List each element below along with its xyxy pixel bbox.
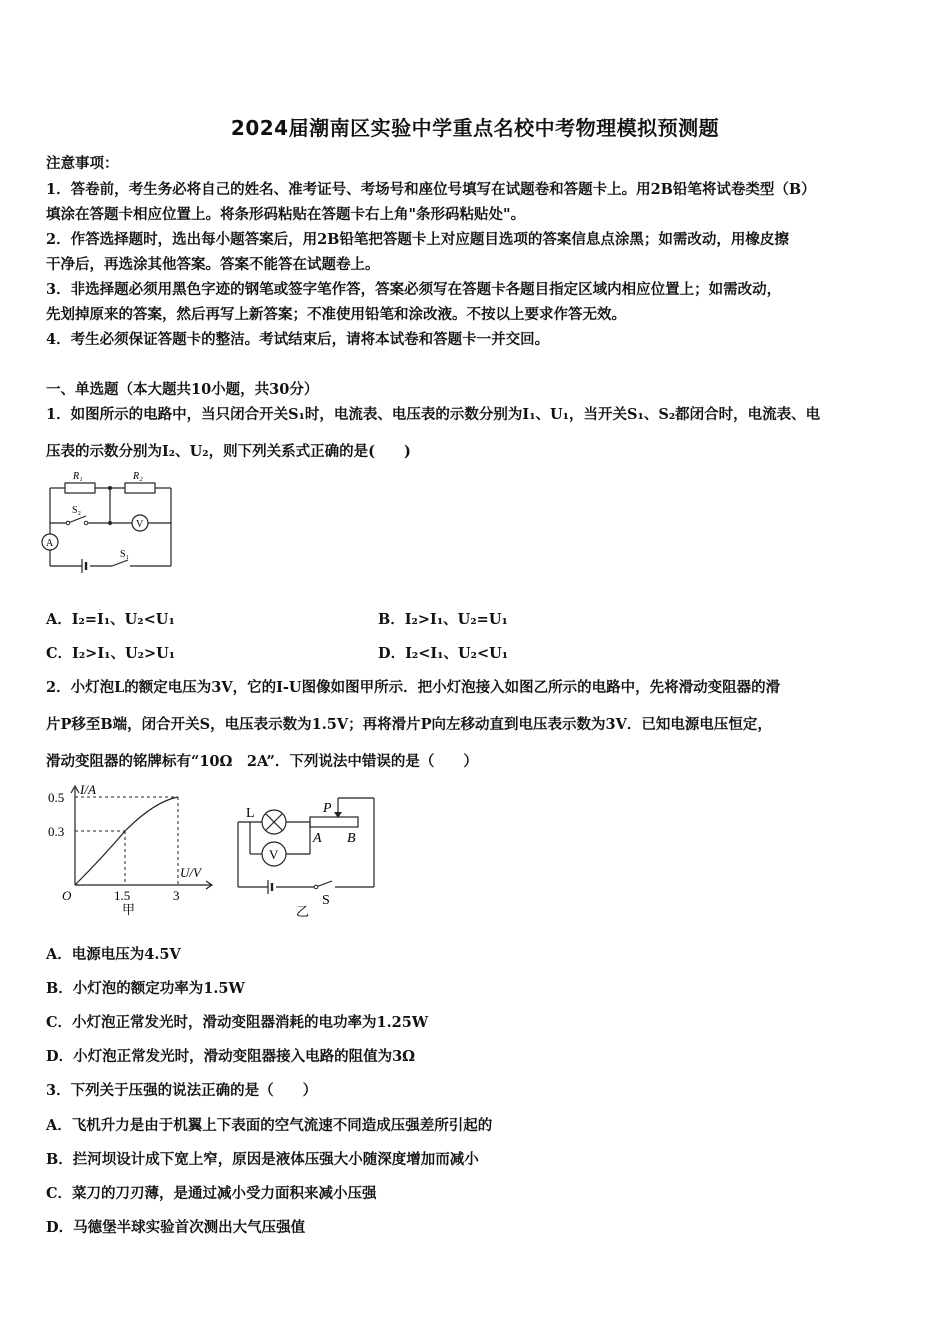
q2-iu-graph (40, 782, 220, 917)
q3-option-b[interactable]: B．拦河坝设计成下宽上窄，原因是液体压强大小随深度增加而减小 (46, 1151, 479, 1168)
q1-stem-line1: 1．如图所示的电路中，当只闭合开关S₁时，电流表、电压表的示数分别为I₁、U₁，当开关S₁、S₂都闭合时，电流表、电 (46, 406, 821, 423)
graph-xtick: 1.5 (114, 888, 131, 903)
q2-option-a[interactable]: A．电源电压为4.5V (46, 946, 181, 963)
slider-label: P (323, 801, 332, 816)
s1-label: S₁ (120, 549, 130, 560)
q2-option-b[interactable]: B．小灯泡的额定功率为1.5W (46, 980, 245, 997)
notice-heading: 注意事项： (46, 156, 119, 172)
notice-line: 3．非选择题必须用黑色字迹的钢笔或签字笔作答，答案必须写在答题卡各题目指定区域内相应位置上；如需改动， (46, 281, 782, 298)
circuit-caption: 乙 (296, 904, 310, 919)
q1-option-a[interactable]: A．I₂=I₁、U₂<U₁ (46, 611, 175, 628)
notice-line: 干净后，再选涂其他答案。答案不能答在试题卷上。 (46, 256, 380, 273)
graph-xtick: 3 (173, 888, 180, 903)
r2-label: R₂ (133, 471, 143, 482)
q2-stem-line3: 滑动变阻器的铭牌标有“10Ω 2A”．下列说法中错误的是（ ） (46, 753, 478, 770)
q1-circuit-diagram (40, 466, 180, 576)
q1-stem-line2: 压表的示数分别为I₂、U₂，则下列关系式正确的是( ) (46, 443, 411, 460)
voltmeter-label: V (269, 847, 279, 862)
notice-line: 4．考生必须保证答题卡的整洁。考试结束后，请将本试卷和答题卡一并交回。 (46, 331, 550, 348)
graph-xlabel: U/V (180, 865, 201, 880)
voltmeter-label: V (136, 519, 144, 530)
ammeter-label: A (46, 538, 54, 549)
q2-option-d[interactable]: D．小灯泡正常发光时，滑动变阻器接入电路的阻值为3Ω (46, 1048, 416, 1065)
lamp-label: L (246, 806, 255, 821)
q3-option-a[interactable]: A．飞机升力是由于机翼上下表面的空气流速不同造成压强差所引起的 (46, 1117, 493, 1134)
r1-label: R₁ (73, 471, 83, 482)
notice-line: 2．作答选择题时，选出每小题答案后，用2B铅笔把答题卡上对应题目选项的答案信息点涂黑；如需改动，用橡皮擦 (46, 231, 789, 248)
graph-ytick: 0.5 (48, 790, 65, 805)
notice-line: 先划掉原来的答案，然后再写上新答案；不准使用铅笔和涂改液。不按以上要求作答无效。 (46, 306, 626, 323)
q2-option-c[interactable]: C．小灯泡正常发光时，滑动变阻器消耗的电功率为1.25W (46, 1014, 429, 1031)
q3-option-c[interactable]: C．菜刀的刀刃薄，是通过减小受力面积来减小压强 (46, 1185, 377, 1202)
q1-option-d[interactable]: D．I₂<I₁、U₂<U₁ (378, 645, 509, 662)
terminal-b-label: B (347, 831, 356, 846)
section-heading: 一、单选题（本大题共10小题，共30分） (46, 381, 319, 398)
q1-option-b[interactable]: B．I₂>I₁、U₂=U₁ (378, 611, 508, 628)
q3-stem: 3．下列关于压强的说法正确的是（ ） (46, 1082, 318, 1099)
notice-line: 1．答卷前，考生务必将自己的姓名、准考证号、考场号和座位号填写在试题卷和答题卡上。用2B铅笔将试卷类型（B） (46, 181, 816, 198)
q2-stem-line1: 2．小灯泡L的额定电压为3V，它的I-U图像如图甲所示．把小灯泡接入如图乙所示的电路中，先将滑动变阻器的滑 (46, 679, 781, 696)
q1-option-c[interactable]: C．I₂>I₁、U₂>U₁ (46, 645, 176, 662)
q3-option-d[interactable]: D．马德堡半球实验首次测出大气压强值 (46, 1219, 306, 1236)
graph-ylabel: I/A (80, 782, 96, 797)
graph-caption: 甲 (122, 902, 136, 917)
q2-stem-line2: 片P移至B端，闭合开关S，电压表示数为1.5V；再将滑片P向左移动直到电压表示数为3V．已知电源电压恒定， (46, 716, 772, 733)
graph-ytick: 0.3 (48, 824, 65, 839)
graph-origin: O (62, 888, 72, 903)
s2-label: S₂ (72, 505, 82, 516)
notice-line: 填涂在答题卡相应位置上。将条形码粘贴在答题卡右上角"条形码粘贴处"。 (46, 206, 526, 223)
terminal-a-label: A (313, 831, 322, 846)
switch-label: S (322, 893, 330, 908)
q2-circuit-diagram (230, 792, 390, 922)
page-title: 2024届潮南区实验中学重点名校中考物理模拟预测题 (230, 116, 720, 140)
